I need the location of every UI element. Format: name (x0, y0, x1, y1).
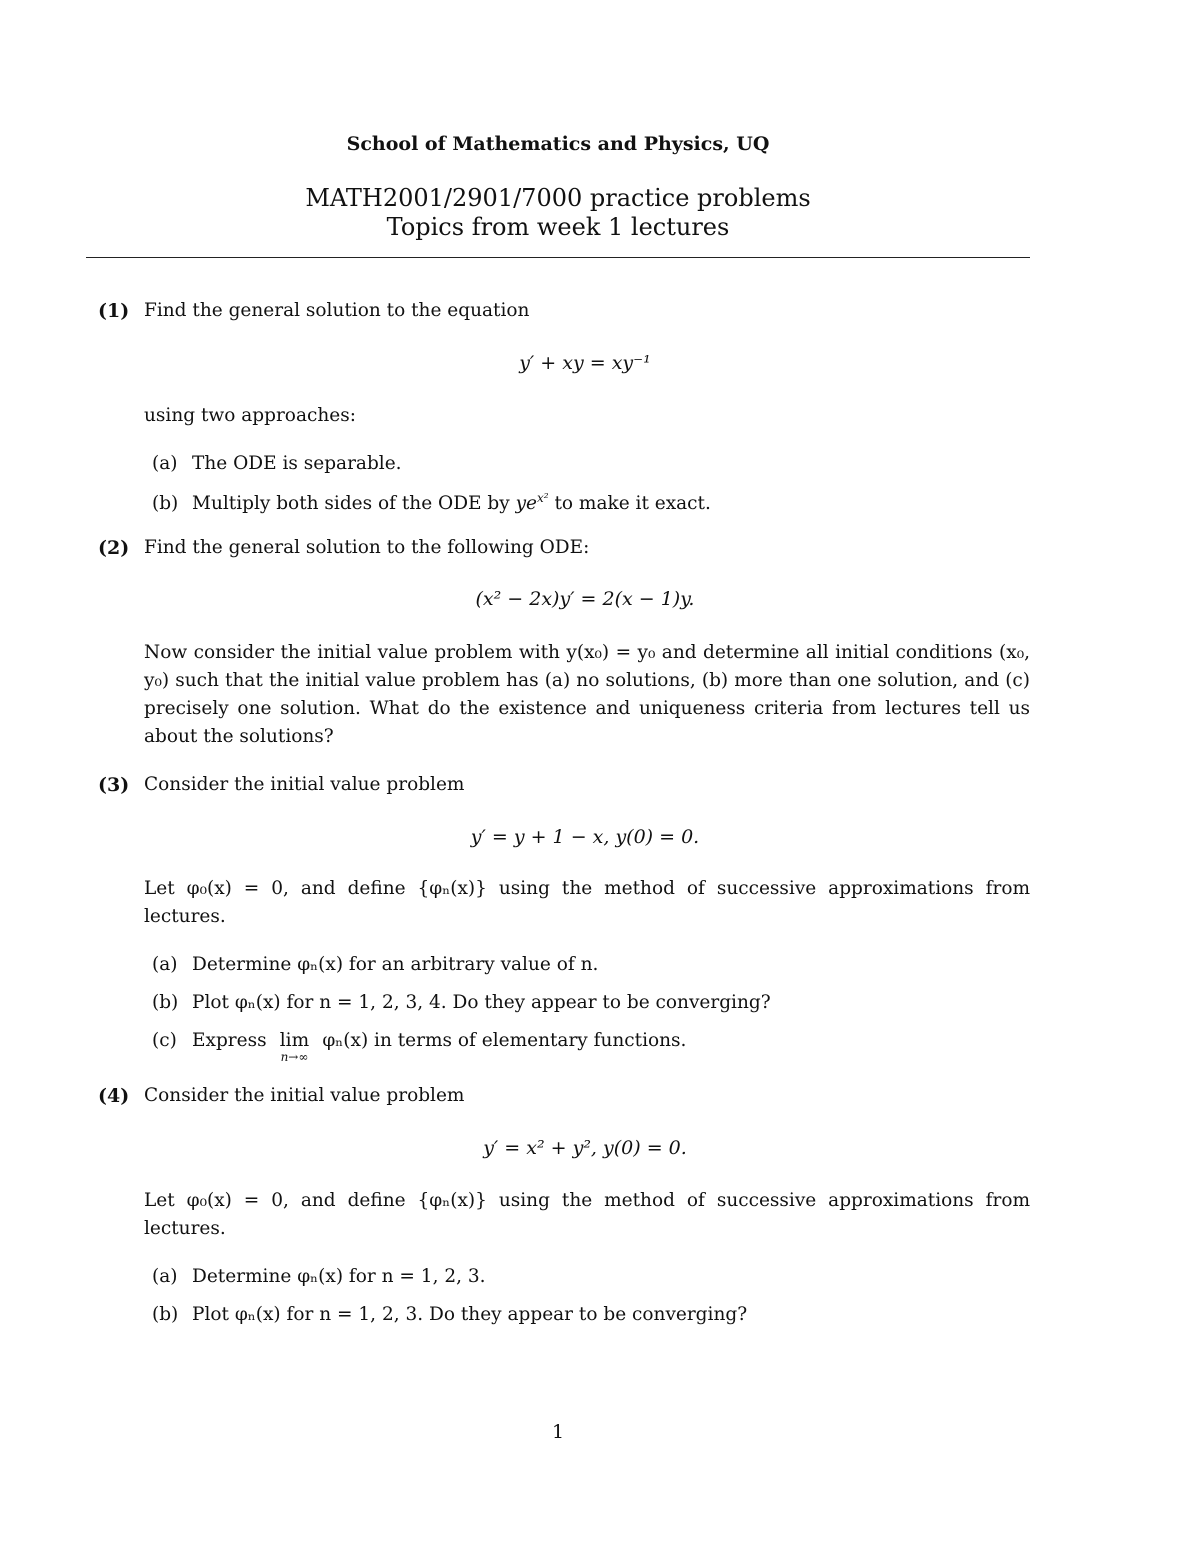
problem-1-part-a (152, 453, 402, 474)
part-text: Determine φₙ(x) for an arbitrary value of n. (192, 954, 599, 975)
part-label: (c) (152, 1030, 177, 1051)
problem-4-equation: y′ = x² + y², y(0) = 0. (483, 1137, 687, 1159)
problem-3-number: (3) (98, 774, 130, 796)
limit-subscript: n→∞ (280, 1050, 309, 1064)
problem-3-part-a (152, 954, 598, 975)
part-math: ye (515, 493, 538, 515)
problem-2-paragraph: Now consider the initial value problem with y(x₀) = y₀ and determine all initial conditions (x₀, y₀) such that the initial value problem has (a) no solutions, (b) more than one solution, and (c) precisely one solution. What do the existence and uniqueness criteria from lectures tell us about the solutions? (144, 642, 1030, 747)
problem-4-intro: Consider the initial value problem (144, 1085, 465, 1106)
problem-2-intro: Find the general solution to the following ODE: (144, 537, 590, 558)
title-line-2: Topics from week 1 lectures (386, 213, 730, 241)
problem-3-equation: y′ = y + 1 − x, y(0) = 0. (470, 826, 700, 848)
limit-label: lim (279, 1030, 310, 1051)
part-text: Multiply both sides of the ODE by (192, 493, 516, 515)
part-label: (a) (152, 954, 178, 975)
problem-2-number: (2) (98, 537, 130, 559)
problem-4-number: (4) (98, 1085, 130, 1107)
part-label: (b) (152, 1304, 179, 1325)
problem-1-after: using two approaches: (144, 405, 356, 426)
problem-3-intro: Consider the initial value problem (144, 774, 465, 795)
school-heading: School of Mathematics and Physics, UQ (346, 133, 770, 155)
part-text: Express (192, 1030, 273, 1051)
document-title (0, 184, 1116, 242)
part-label: (b) (152, 992, 179, 1013)
page-number: 1 (551, 1421, 565, 1443)
problem-1-part-b (152, 491, 711, 514)
part-label: (b) (152, 493, 179, 515)
part-text: Plot φₙ(x) for n = 1, 2, 3. Do they appear to be converging? (192, 1304, 748, 1325)
part-math-exponent: x² (537, 491, 549, 505)
problem-4-part-b (152, 1304, 747, 1325)
problem-2-equation: (x² − 2x)y′ = 2(x − 1)y. (475, 588, 695, 610)
part-text-after: to make it exact. (548, 493, 711, 515)
part-text-after: φₙ(x) in terms of elementary functions. (316, 1030, 687, 1051)
part-text: Plot φₙ(x) for n = 1, 2, 3, 4. Do they appear to be converging? (192, 992, 771, 1013)
problem-3-part-b (152, 992, 771, 1013)
problem-1-equation: y′ + xy = xy⁻¹ (519, 352, 651, 374)
part-label: (a) (152, 1266, 178, 1287)
title-line-1: MATH2001/2901/7000 practice problems (305, 184, 811, 212)
problem-4-part-a (152, 1266, 486, 1287)
limit-operator (272, 1030, 316, 1064)
part-text: Determine φₙ(x) for n = 1, 2, 3. (192, 1266, 486, 1287)
part-text: The ODE is separable. (192, 453, 402, 474)
part-label: (a) (152, 453, 178, 474)
problem-1-intro: Find the general solution to the equation (144, 300, 530, 321)
problem-4-paragraph: Let φ₀(x) = 0, and define {φₙ(x)} using the method of successive approximations from lectures. (144, 1190, 1030, 1239)
problem-3-part-c (152, 1030, 687, 1064)
problem-1-number: (1) (98, 300, 130, 322)
problem-3-paragraph: Let φ₀(x) = 0, and define {φₙ(x)} using the method of successive approximations from lectures. (144, 878, 1030, 927)
title-rule (86, 257, 1030, 258)
